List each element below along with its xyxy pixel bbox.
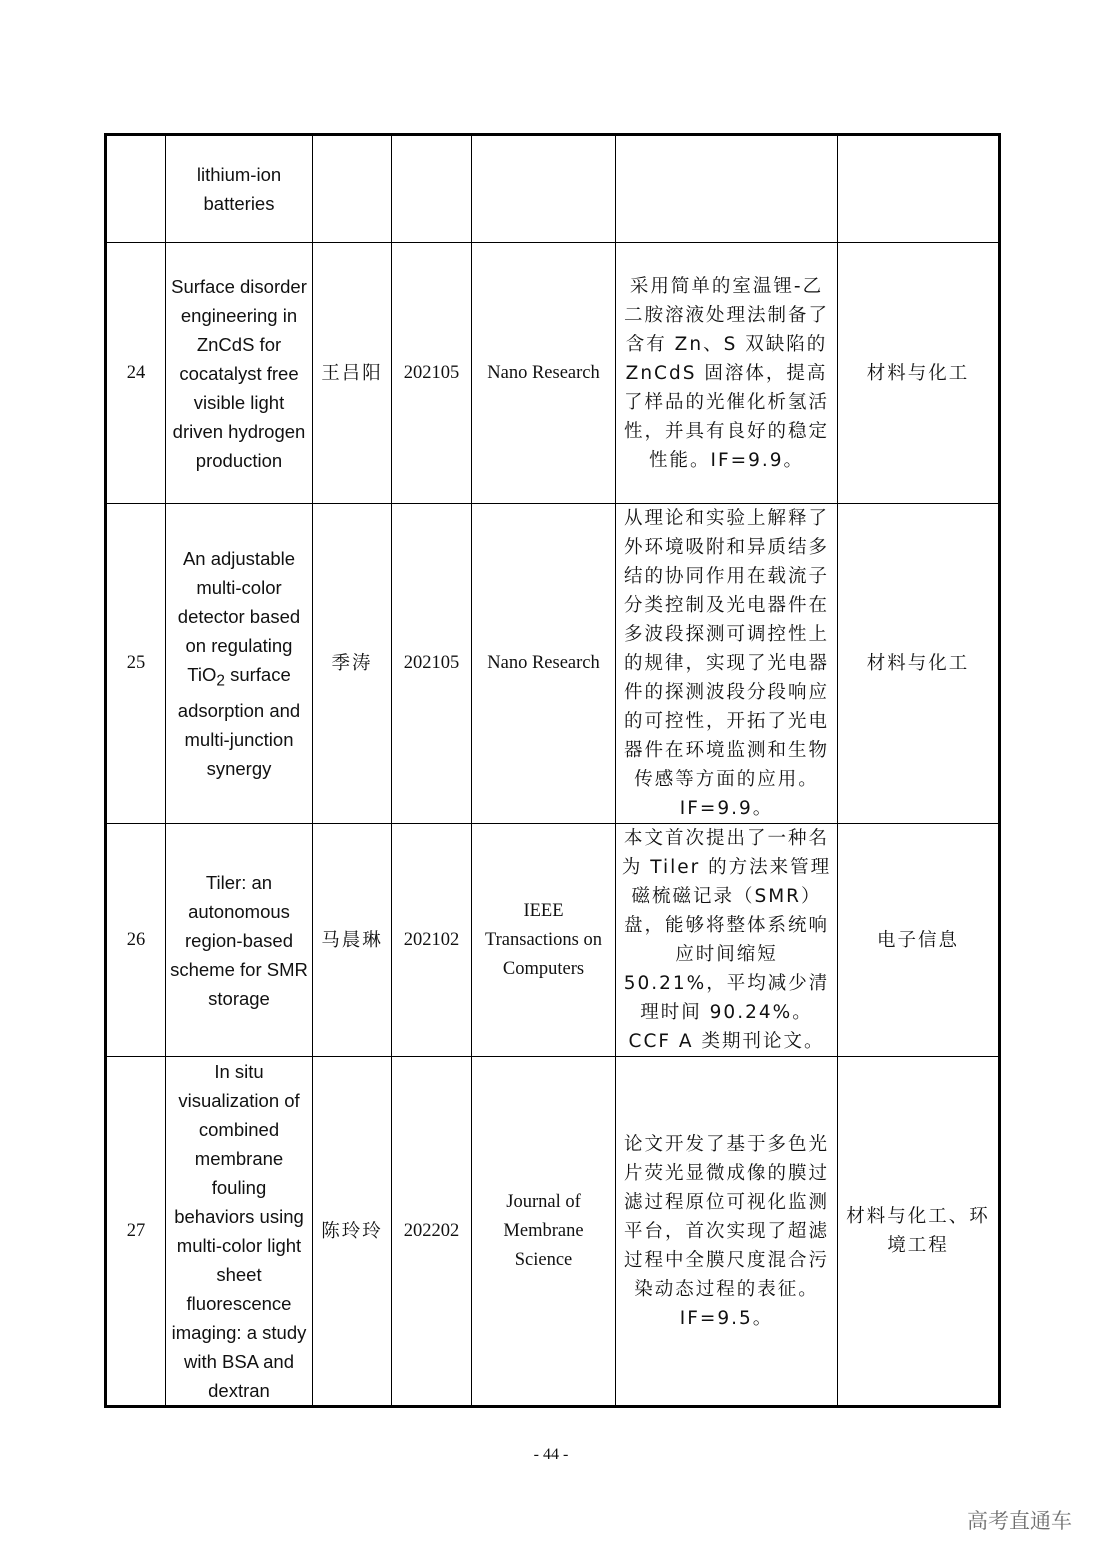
publish-date	[392, 135, 472, 243]
row-number: 25	[106, 504, 166, 824]
paper-title: In situ visualization of combined membrane fouling behaviors using multi-color light sheet fluorescence imaging: a study with BSA and dextran	[166, 1057, 313, 1407]
paper-title: Surface disorder engineering in ZnCdS for cocatalyst free visible light driven hydrogen production	[166, 243, 313, 504]
description: 本文首次提出了一种名为 Tiler 的方法来管理磁梳磁记录（SMR）盘，能够将整体系统响应时间缩短 50.21%，平均减少清理时间 90.24%。CCF A 类期刊论文。	[616, 824, 838, 1057]
journal: Nano Research	[472, 243, 616, 504]
paper-title: Tiler: an autonomous region-based scheme for SMR storage	[166, 824, 313, 1057]
table-row	[106, 135, 1000, 243]
publish-date: 202105	[392, 504, 472, 824]
table-row	[106, 504, 1000, 824]
field: 材料与化工	[838, 243, 1000, 504]
journal: Journal of Membrane Science	[472, 1057, 616, 1407]
description: 采用简单的室温锂-乙二胺溶液处理法制备了含有 Zn、S 双缺陷的 ZnCdS 固溶体，提高了样品的光催化析氢活性，并具有良好的稳定性能。IF=9.9。	[616, 243, 838, 504]
table-row	[106, 243, 1000, 504]
description	[616, 135, 838, 243]
watermark: 高考直通车	[967, 1509, 1072, 1533]
row-number: 26	[106, 824, 166, 1057]
page-number: - 44 -	[533, 1446, 569, 1463]
row-number: 27	[106, 1057, 166, 1407]
paper-title	[166, 504, 313, 824]
field: 材料与化工、环境工程	[838, 1057, 1000, 1407]
publish-date: 202102	[392, 824, 472, 1057]
author: 马晨琳	[313, 824, 392, 1057]
field: 材料与化工	[838, 504, 1000, 824]
author: 季涛	[313, 504, 392, 824]
journal	[472, 135, 616, 243]
row-number: 24	[106, 243, 166, 504]
field: 电子信息	[838, 824, 1000, 1057]
field	[838, 135, 1000, 243]
papers-table	[104, 133, 1001, 1408]
author: 王吕阳	[313, 243, 392, 504]
paper-title: lithium-ion batteries	[166, 135, 313, 243]
table-row	[106, 1057, 1000, 1407]
publish-date: 202105	[392, 243, 472, 504]
title-part: An adjustable multi-color detector based on regulating TiO	[177, 548, 301, 686]
journal: Nano Research	[472, 504, 616, 824]
table-row	[106, 824, 1000, 1057]
description: 论文开发了基于多色光片荧光显微成像的膜过滤过程原位可视化监测平台，首次实现了超滤过程中全膜尺度混合污染动态过程的表征。IF=9.5。	[616, 1057, 838, 1407]
row-number	[106, 135, 166, 243]
subscript-2: 2	[216, 672, 225, 690]
description: 从理论和实验上解释了外环境吸附和异质结多结的协同作用在载流子分类控制及光电器件在多波段探测可调控性上的规律，实现了光电器件的探测波段分段响应的可控性，开拓了光电器件在环境监测和生物传感等方面的应用。IF=9.9。	[616, 504, 838, 824]
author	[313, 135, 392, 243]
journal: IEEE Transactions on Computers	[472, 824, 616, 1057]
title-part: surface adsorption and multi-junction synergy	[177, 664, 301, 779]
publish-date: 202202	[392, 1057, 472, 1407]
author: 陈玲玲	[313, 1057, 392, 1407]
